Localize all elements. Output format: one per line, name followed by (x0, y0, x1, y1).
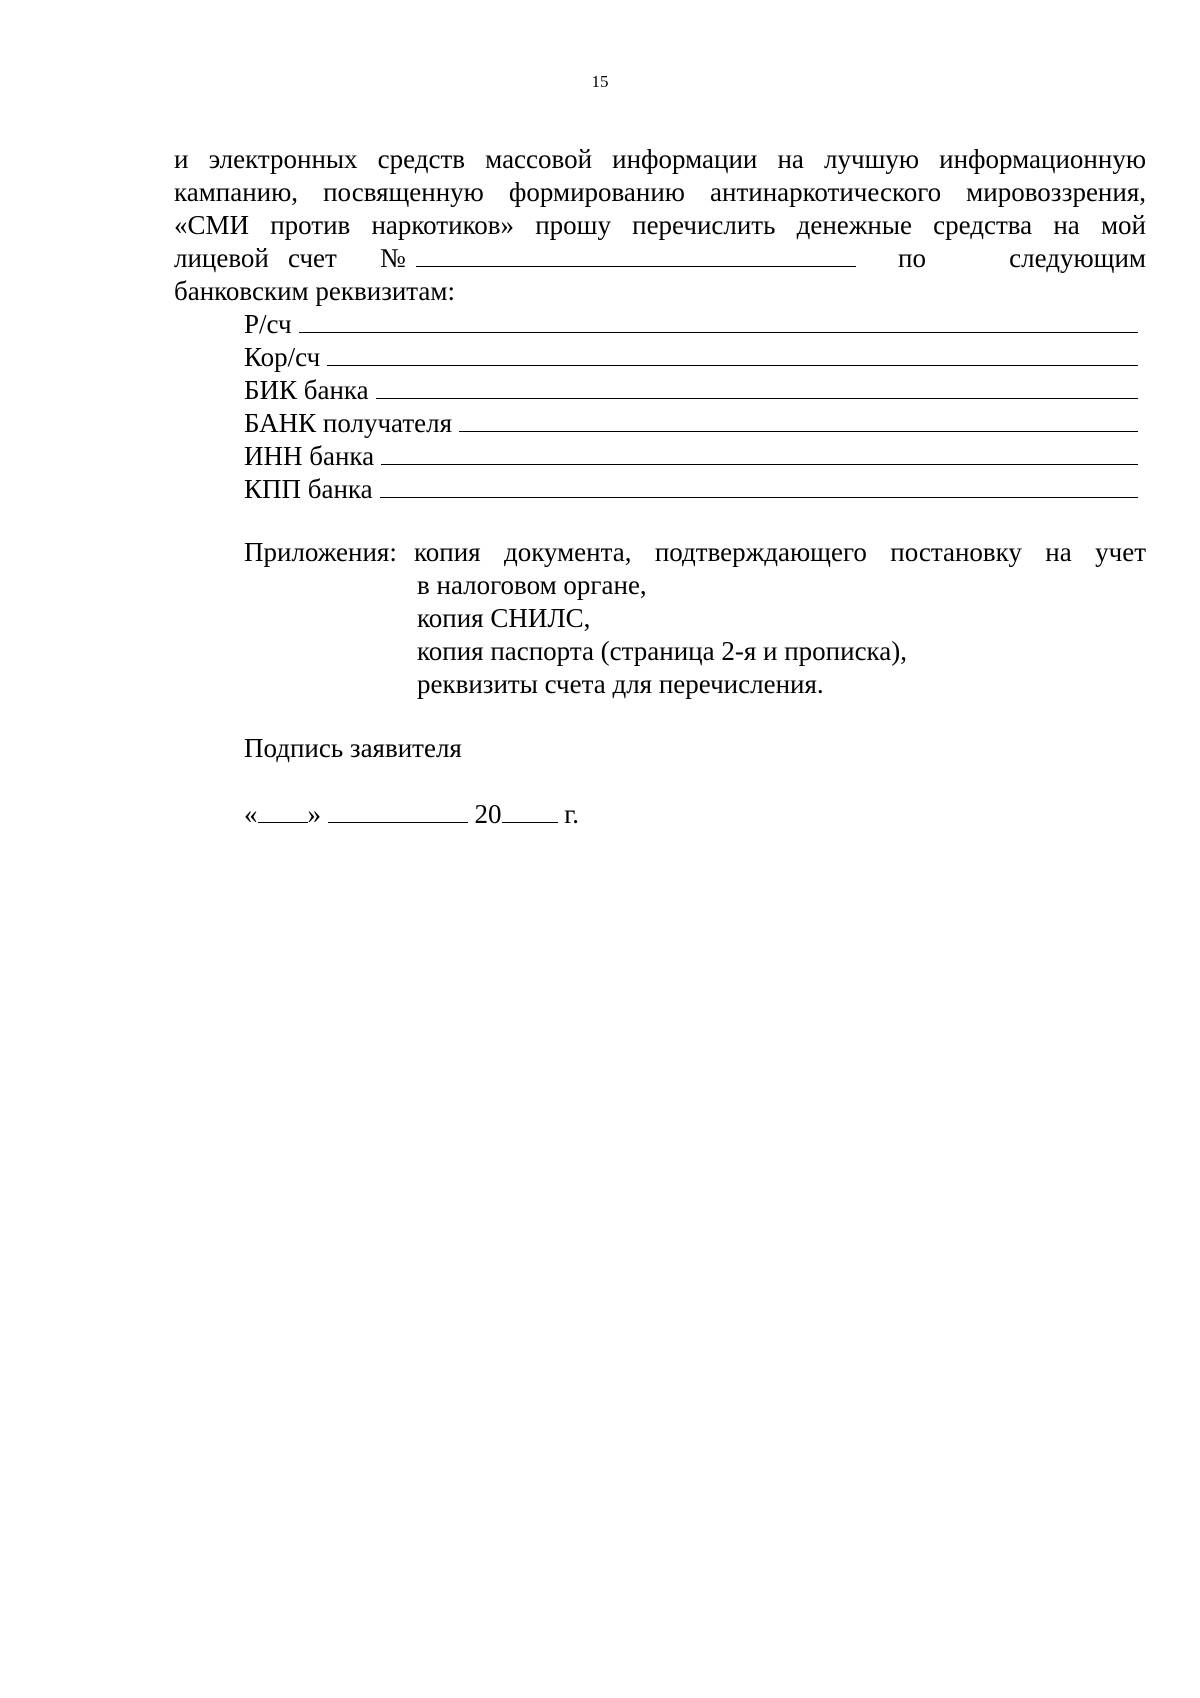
request-paragraph (174, 143, 1146, 308)
month-field[interactable] (328, 800, 468, 823)
account-word-personal: лицевой (174, 243, 269, 273)
requisite-label: Р/сч (244, 309, 292, 339)
requisite-field[interactable] (327, 341, 1138, 366)
requisite-field[interactable] (380, 473, 1138, 498)
requisite-label: Кор/сч (244, 342, 321, 372)
requisite-row (244, 407, 1138, 440)
signature-label: Подпись заявителя (244, 733, 462, 763)
attachment-item: копия документа, подтверждающего постановку на учет (414, 537, 1146, 567)
attachments-section (244, 536, 1146, 701)
day-field[interactable] (258, 800, 308, 823)
attachments-first-line (244, 536, 1146, 569)
date-open-quote: « (244, 799, 258, 829)
requisite-row (244, 473, 1138, 506)
attachment-item: реквизиты счета для перечисления. (417, 669, 824, 699)
requisite-row (244, 374, 1138, 407)
bank-requisites (244, 308, 1138, 506)
paragraph-line-3: «СМИ против наркотиков» прошу перечислить денежные средства на мой (174, 210, 1146, 240)
date-line (244, 798, 579, 831)
page-number: 15 (591, 72, 609, 91)
requisite-row (244, 308, 1138, 341)
requisite-field[interactable] (459, 407, 1138, 432)
account-word-following: следующим (1009, 243, 1146, 273)
account-number-sign: № (380, 243, 406, 273)
requisite-label: ИНН банка (244, 441, 375, 471)
account-word-by: по (898, 243, 926, 273)
requisite-label: КПП банка (244, 474, 373, 504)
requisite-row (244, 440, 1138, 473)
paragraph-line-1: и электронных средств массовой информации на лучшую информационную (174, 144, 1146, 174)
account-number-field[interactable] (416, 242, 856, 267)
year-prefix: 20 (474, 799, 502, 829)
attachment-item: копия паспорта (страница 2-я и прописка), (417, 636, 907, 666)
attachments-label: Приложения: (244, 537, 397, 567)
attachment-item: копия СНИЛС, (417, 603, 591, 633)
requisite-field[interactable] (376, 374, 1138, 399)
account-word-account: счет (288, 243, 337, 273)
year-field[interactable] (502, 800, 558, 823)
account-number-line (174, 242, 1146, 275)
paragraph-line-2: кампанию, посвященную формированию антинаркотического мировоззрения, (174, 177, 1146, 207)
attachment-item: в налоговом органе, (417, 570, 647, 600)
year-suffix: г. (564, 799, 580, 829)
requisite-field[interactable] (299, 308, 1138, 333)
date-close-quote: » (307, 799, 321, 829)
requisite-label: БАНК получателя (244, 408, 453, 438)
paragraph-line-5: банковским реквизитам: (174, 276, 456, 306)
requisite-label: БИК банка (244, 375, 369, 405)
requisite-row (244, 341, 1138, 374)
requisite-field[interactable] (381, 440, 1138, 465)
